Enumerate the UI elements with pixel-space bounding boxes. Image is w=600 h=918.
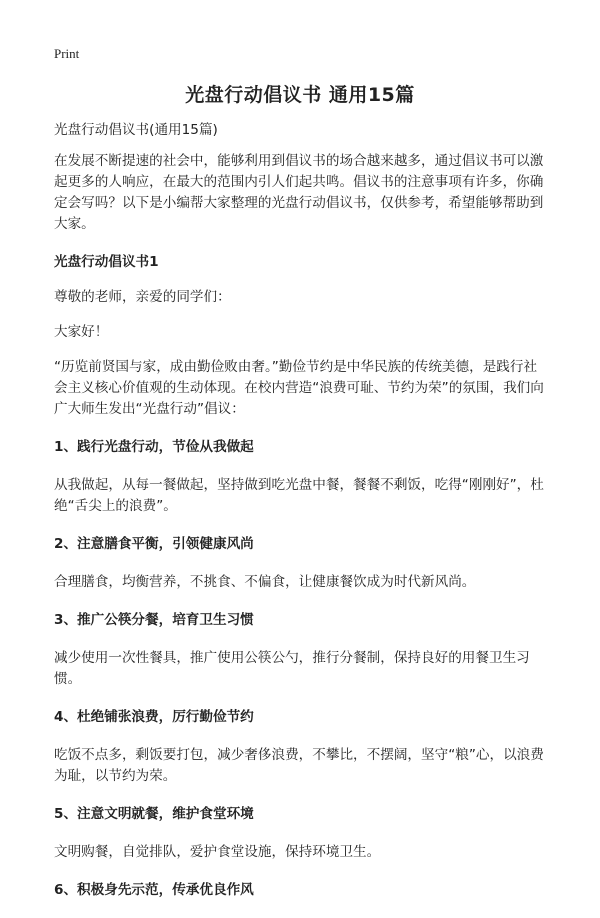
print-link[interactable]: Print [54, 46, 80, 61]
item-body: 从我做起，从每一餐做起，坚持做到吃光盘中餐，餐餐不剩饭，吃得“刚刚好”，杜绝“舌尖上的浪费”。 [54, 477, 544, 514]
intro-paragraph: 在发展不断提速的社会中，能够利用到倡议书的场合越来越多，通过倡议书可以激起更多的人响应，在最大的范围内引人们起共鸣。倡议书的注意事项有许多，你确定会写吗？以下是小编帮大家整理的光盘行动倡议书，仅供参考，希望能够帮助到大家。 [54, 153, 544, 232]
greeting: 尊敬的老师，亲爱的同学们： [54, 289, 231, 305]
item-body: 文明购餐，自觉排队，爱护食堂设施，保持环境卫生。 [54, 844, 381, 860]
item-body: 减少使用一次性餐具，推广使用公筷公勺，推行分餐制，保持良好的用餐卫生习惯。 [54, 650, 530, 687]
item-heading: 1、践行光盘行动，节俭从我做起 [54, 439, 254, 455]
item-heading: 3、推广公筷分餐，培育卫生习惯 [54, 612, 254, 628]
section-heading: 光盘行动倡议书1 [54, 254, 159, 270]
article-body [54, 120, 550, 918]
subtitle: 光盘行动倡议书(通用15篇) [54, 122, 218, 138]
item-body: 吃饭不点多，剩饭要打包，减少奢侈浪费，不攀比，不摆阔，坚守“粮”心，以浪费为耻，以节约为荣。 [54, 747, 544, 784]
hello: 大家好！ [54, 324, 109, 340]
page-title: 光盘行动倡议书 通用15篇 [185, 84, 415, 106]
item-heading: 4、杜绝铺张浪费，厉行勤俭节约 [54, 709, 254, 725]
item-heading: 6、积极身先示范，传承优良作风 [54, 882, 254, 898]
item-heading: 5、注意文明就餐，维护食堂环境 [54, 806, 254, 822]
item-body: 合理膳食，均衡营养，不挑食、不偏食，让健康餐饮成为时代新风尚。 [54, 574, 476, 590]
quote-paragraph: “历览前贤国与家，成由勤俭败由奢。”勤俭节约是中华民族的传统美德，是践行社会主义核心价值观的生动体现。在校内营造“浪费可耻、节约为荣”的氛围，我们向广大师生发出“光盘行动”倡议： [54, 359, 544, 417]
item-heading: 2、注意膳食平衡，引领健康风尚 [54, 536, 254, 552]
